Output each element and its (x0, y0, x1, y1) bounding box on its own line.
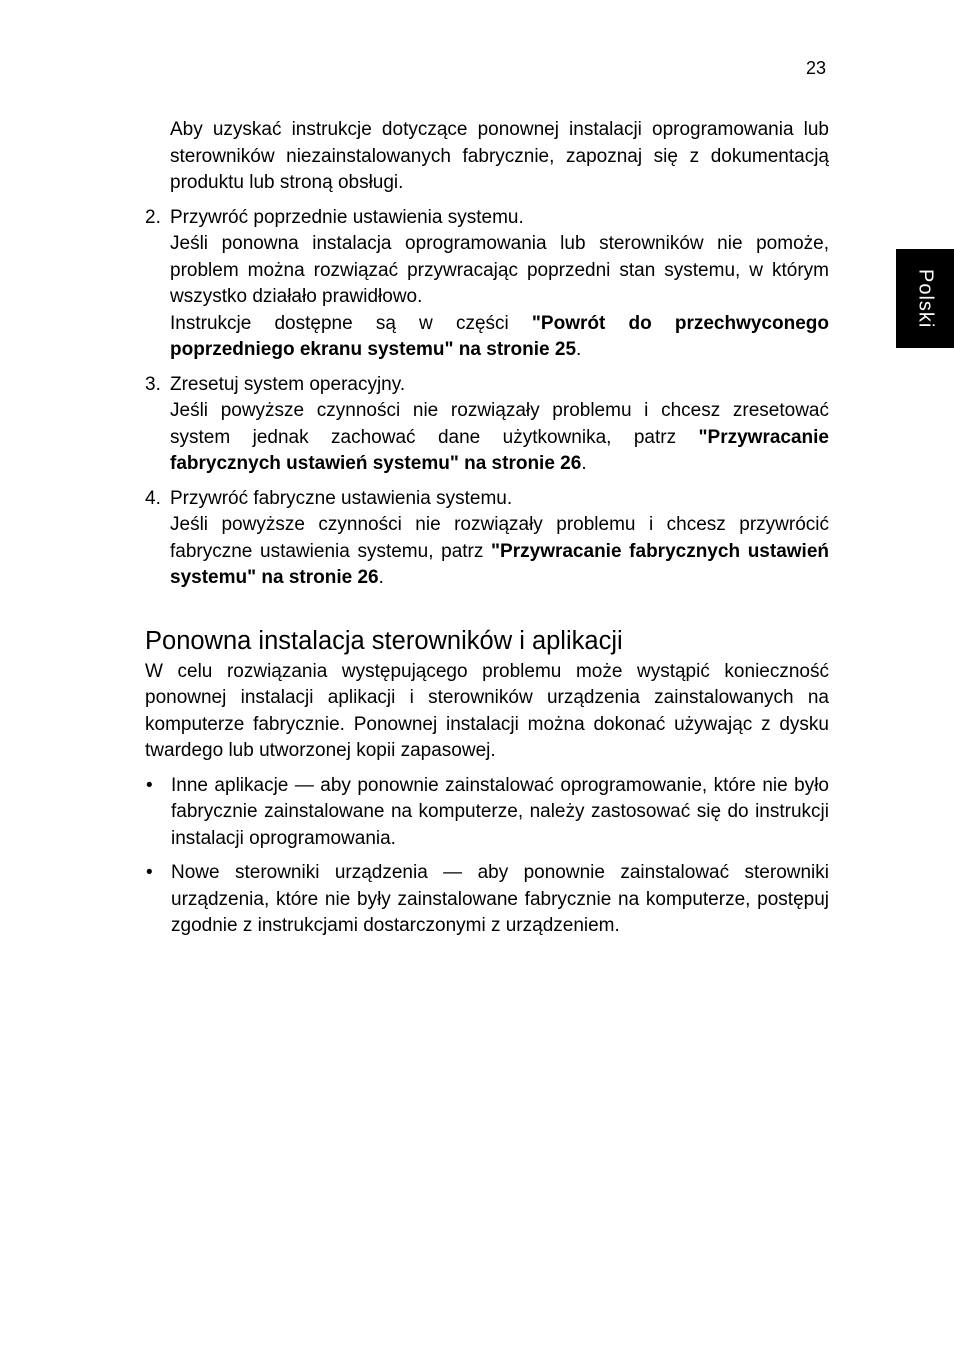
intro-paragraph: Aby uzyskać instrukcje dotyczące ponownej instalacji oprogramowania lub sterowników niezainstalowanych fabrycznie, zapoznaj się z dokumentacją produktu lub stroną obsługi. (170, 119, 829, 193)
step-3 (145, 372, 829, 478)
list-item (145, 860, 829, 940)
language-tab-label: Polski (914, 268, 937, 329)
bullet-marker: • (146, 774, 153, 796)
step-reference: Instrukcje dostępne są w części "Powrót do przechwyconego poprzedniego ekranu systemu" na stronie 25. (170, 312, 829, 360)
step-title: Zresetuj system operacyjny. (170, 373, 406, 395)
section-heading: Ponowna instalacja sterowników i aplikacji (145, 626, 623, 655)
step-text: Jeśli powyższe czynności nie rozwiązały problemu i chcesz przywrócić fabryczne ustawienia systemu, patrz "Przywracanie fabrycznych ustawień systemu" na stronie 26. (170, 514, 829, 588)
cross-reference: "Przywracanie fabrycznych ustawień systemu" na stronie 26 (170, 426, 829, 474)
cross-reference: "Powrót do przechwyconego poprzedniego ekranu systemu" na stronie 25 (170, 312, 829, 360)
bullet-text: Inne aplikacje — aby ponownie zainstalować oprogramowanie, które nie było fabrycznie zainstalowane na komputerze, należy zastosować się do instrukcji instalacji oprogramowania. (171, 774, 829, 849)
step-4 (145, 486, 829, 592)
page-content (145, 117, 829, 940)
step-2 (145, 205, 829, 364)
bullet-marker: • (146, 862, 153, 883)
step-number: 3. (145, 373, 161, 395)
list-item (145, 773, 829, 853)
step-title: Przywróć poprzednie ustawienia systemu. (170, 206, 524, 228)
page-number: 23 (806, 58, 827, 78)
bullet-text: Nowe sterowniki urządzenia — aby ponownie zainstalować sterowniki urządzenia, które nie były zainstalowane fabrycznie na komputerze, postępuj zgodnie z instrukcjami dostarczonymi z urządzeniem. (171, 862, 829, 936)
section-paragraph: W celu rozwiązania występującego problemu może wystąpić konieczność ponownej instalacji aplikacji i sterowników urządzenia zainstalowanych na komputerze fabrycznie. Ponownej instalacji można dokonać używając z dysku twardego lub utworzonej kopii zapasowej. (145, 660, 829, 761)
step-number: 4. (145, 487, 161, 509)
step-text: Jeśli powyższe czynności nie rozwiązały problemu i chcesz zresetować system jednak zachować dane użytkownika, patrz "Przywracanie fabrycznych ustawień systemu" na stronie 26. (170, 400, 829, 474)
step-title: Przywróć fabryczne ustawienia systemu. (170, 487, 513, 509)
step-number: 2. (145, 206, 161, 228)
step-text: Jeśli ponowna instalacja oprogramowania lub sterowników nie pomoże, problem można rozwiązać przywracając poprzedni stan systemu, w którym wszystko działało prawidłowo. (170, 233, 829, 307)
language-tab (896, 249, 954, 348)
cross-reference: "Przywracanie fabrycznych ustawień systemu" na stronie 26 (170, 540, 829, 588)
